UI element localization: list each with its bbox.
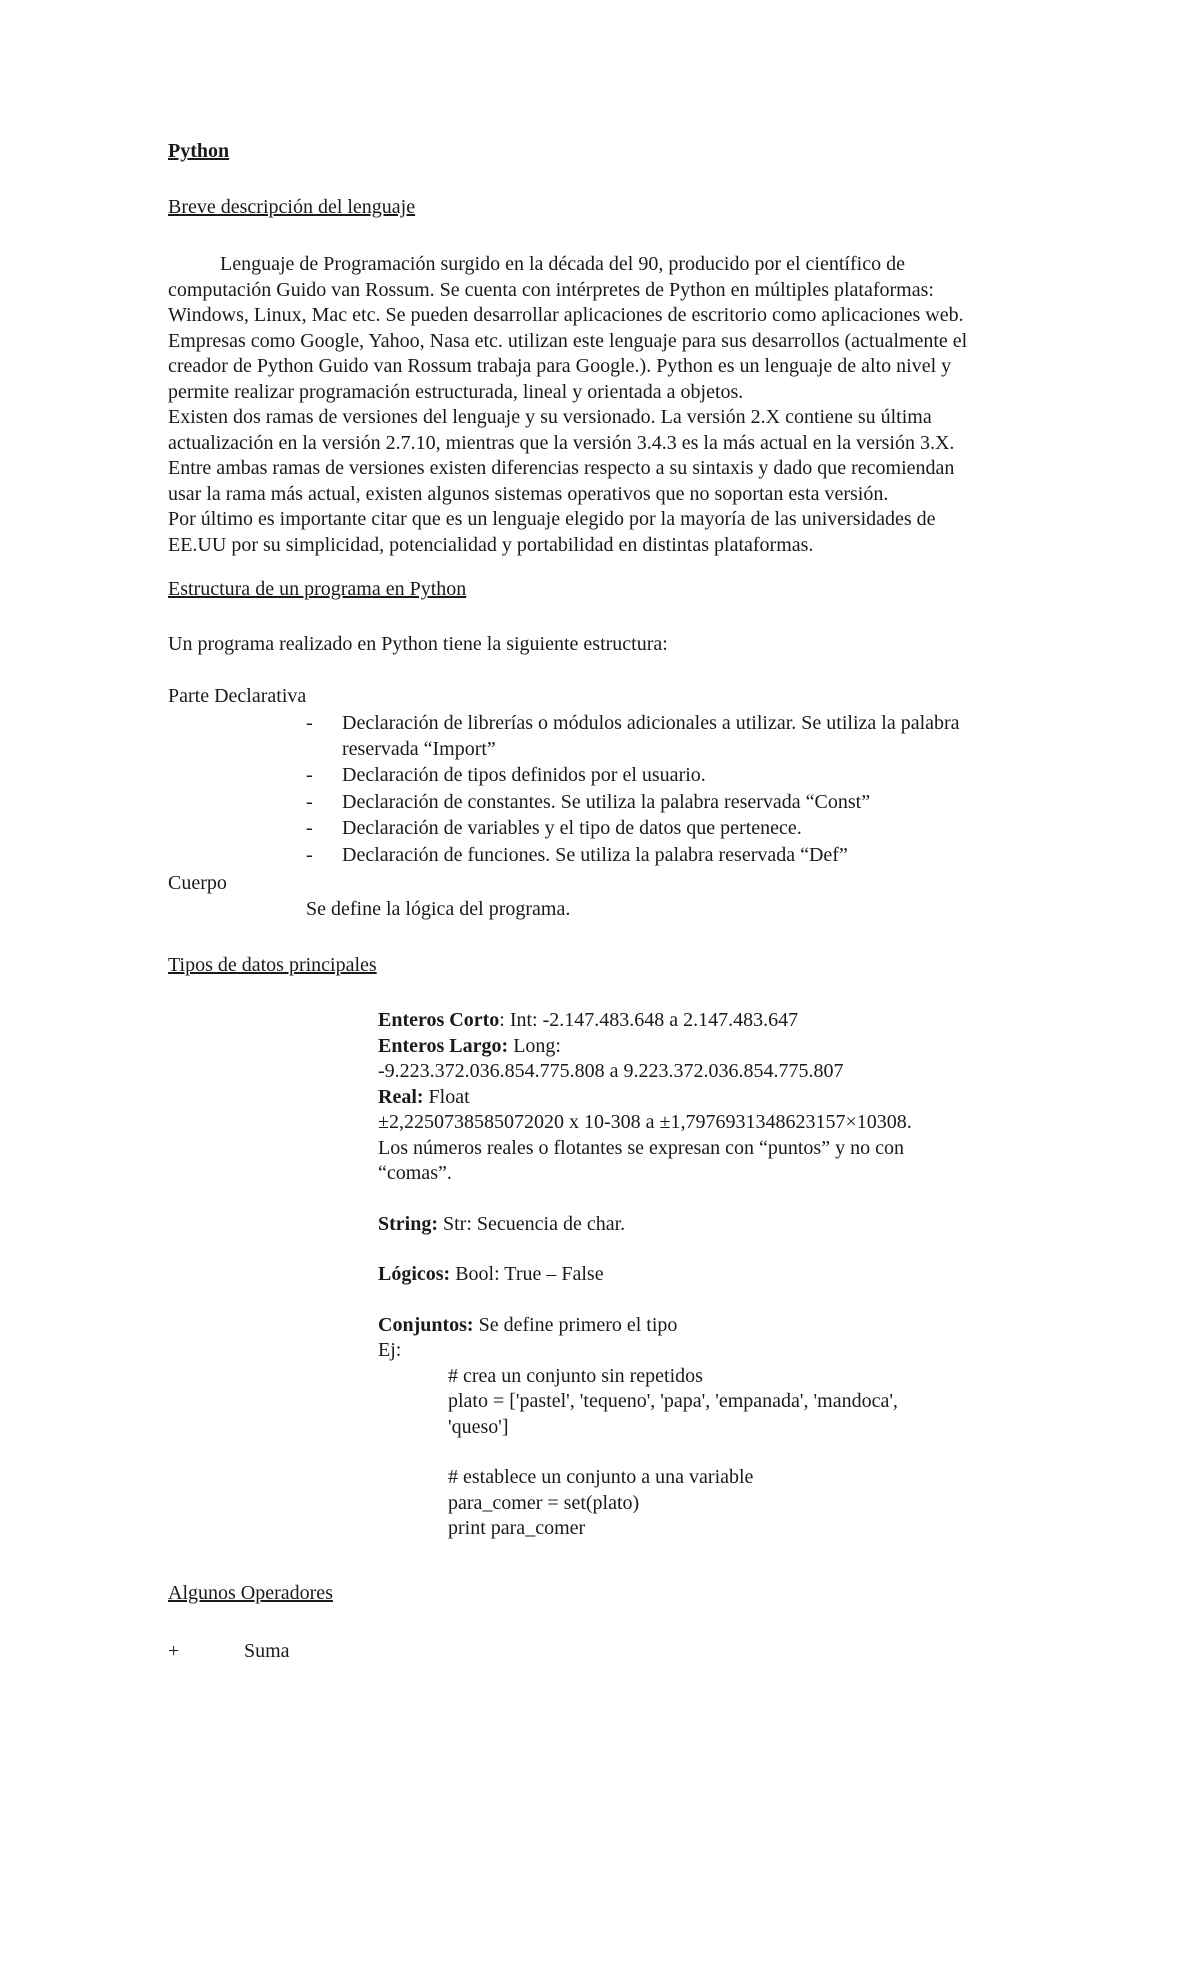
code-line: para_comer = set(plato) [448,1491,640,1514]
list-item: - Declaración de librerías o módulos adicionales a utilizar. Se utiliza la palabra reservada “Import” [306,712,960,760]
data-types-block [378,1008,978,1542]
cuerpo-label: Cuerpo [168,872,227,894]
declarations-list [306,711,966,869]
type-real-note: “comas”. [378,1162,452,1184]
section-heading-descripcion: Breve descripción del lenguaje [168,196,416,218]
type-string: String: Str: Secuencia de char. [378,1212,626,1235]
list-item: - Declaración de constantes. Se utiliza la palabra reservada “Const” [306,790,871,813]
para-line: usar la rama más actual, existen algunos sistemas operativos que no soportan esta versión. [168,482,889,505]
code-line: # establece un conjunto a una variable [448,1466,754,1488]
para-line: Existen dos ramas de versiones del lenguaje y su versionado. La versión 2.X contiene su última [168,406,932,428]
list-item: - Declaración de tipos definidos por el usuario. [306,764,706,786]
type-real-note: Los números reales o flotantes se expresan con “puntos” y no con [378,1136,904,1159]
para-line: Entre ambas ramas de versiones existen diferencias respecto a su sintaxis y dado que recomiendan [168,457,955,479]
document-title: Python [168,140,230,162]
code-line: print para_comer [448,1517,586,1539]
para-line: computación Guido van Rossum. Se cuenta con intérpretes de Python en múltiples plataformas: [168,278,934,301]
type-conjuntos: Conjuntos: Se define primero el tipo [378,1313,678,1336]
description-paragraph [168,252,1038,558]
type-logicos: Lógicos: Bool: True – False [378,1263,604,1285]
type-enteros-largo: Enteros Largo: Long: [378,1034,561,1057]
code-line: # crea un conjunto sin repetidos [448,1364,703,1387]
para-line: Windows, Linux, Mac etc. Se pueden desarrollar aplicaciones de escritorio como aplicaciones web. [168,304,964,326]
type-real: Real: Float [378,1085,470,1108]
section-heading-tipos: Tipos de datos principales [168,954,377,976]
parte-declarativa-label: Parte Declarativa [168,685,307,707]
operator-symbol: + [168,1640,180,1662]
list-item: - Declaración de variables y el tipo de datos que pertenece. [306,817,802,839]
code-line: 'queso'] [448,1415,509,1438]
para-line: actualización en la versión 2.7.10, mientras que la versión 3.4.3 es la más actual en la versión 3.X. [168,431,955,454]
type-real-range: ±2,2250738585072020 x 10-308 a ±1,7976931348623157×10308. [378,1111,912,1133]
para-line: EE.UU por su simplicidad, potencialidad y portabilidad en distintas plataformas. [168,533,814,556]
para-line: Por último es importante citar que es un lenguaje elegido por la mayoría de las universidades de [168,508,936,530]
type-enteros-corto: Enteros Corto: Int: -2.147.483.648 a 2.147.483.647 [378,1009,799,1031]
list-item: - Declaración de funciones. Se utiliza la palabra reservada “Def” [306,843,848,866]
para-line: creador de Python Guido van Rossum trabaja para Google.). Python es un lenguaje de alto nivel y [168,355,952,377]
type-enteros-largo-range: -9.223.372.036.854.775.808 a 9.223.372.036.854.775.807 [378,1060,844,1082]
para-line: Lenguaje de Programación surgido en la década del 90, producido por el científico de [220,253,905,275]
cuerpo-text: Se define la lógica del programa. [306,898,571,920]
estructura-intro: Un programa realizado en Python tiene la siguiente estructura: [168,633,668,655]
operator-name: Suma [244,1640,290,1662]
section-heading-operadores: Algunos Operadores [168,1582,333,1604]
section-heading-estructura: Estructura de un programa en Python [168,578,467,600]
example-label: Ej: [378,1339,402,1361]
para-line: Empresas como Google, Yahoo, Nasa etc. utilizan este lenguaje para sus desarrollos (actualmente el [168,329,968,352]
para-line: permite realizar programación estructurada, lineal y orientada a objetos. [168,380,744,403]
code-line: plato = ['pastel', 'tequeno', 'papa', 'empanada', 'mandoca', [448,1390,898,1412]
